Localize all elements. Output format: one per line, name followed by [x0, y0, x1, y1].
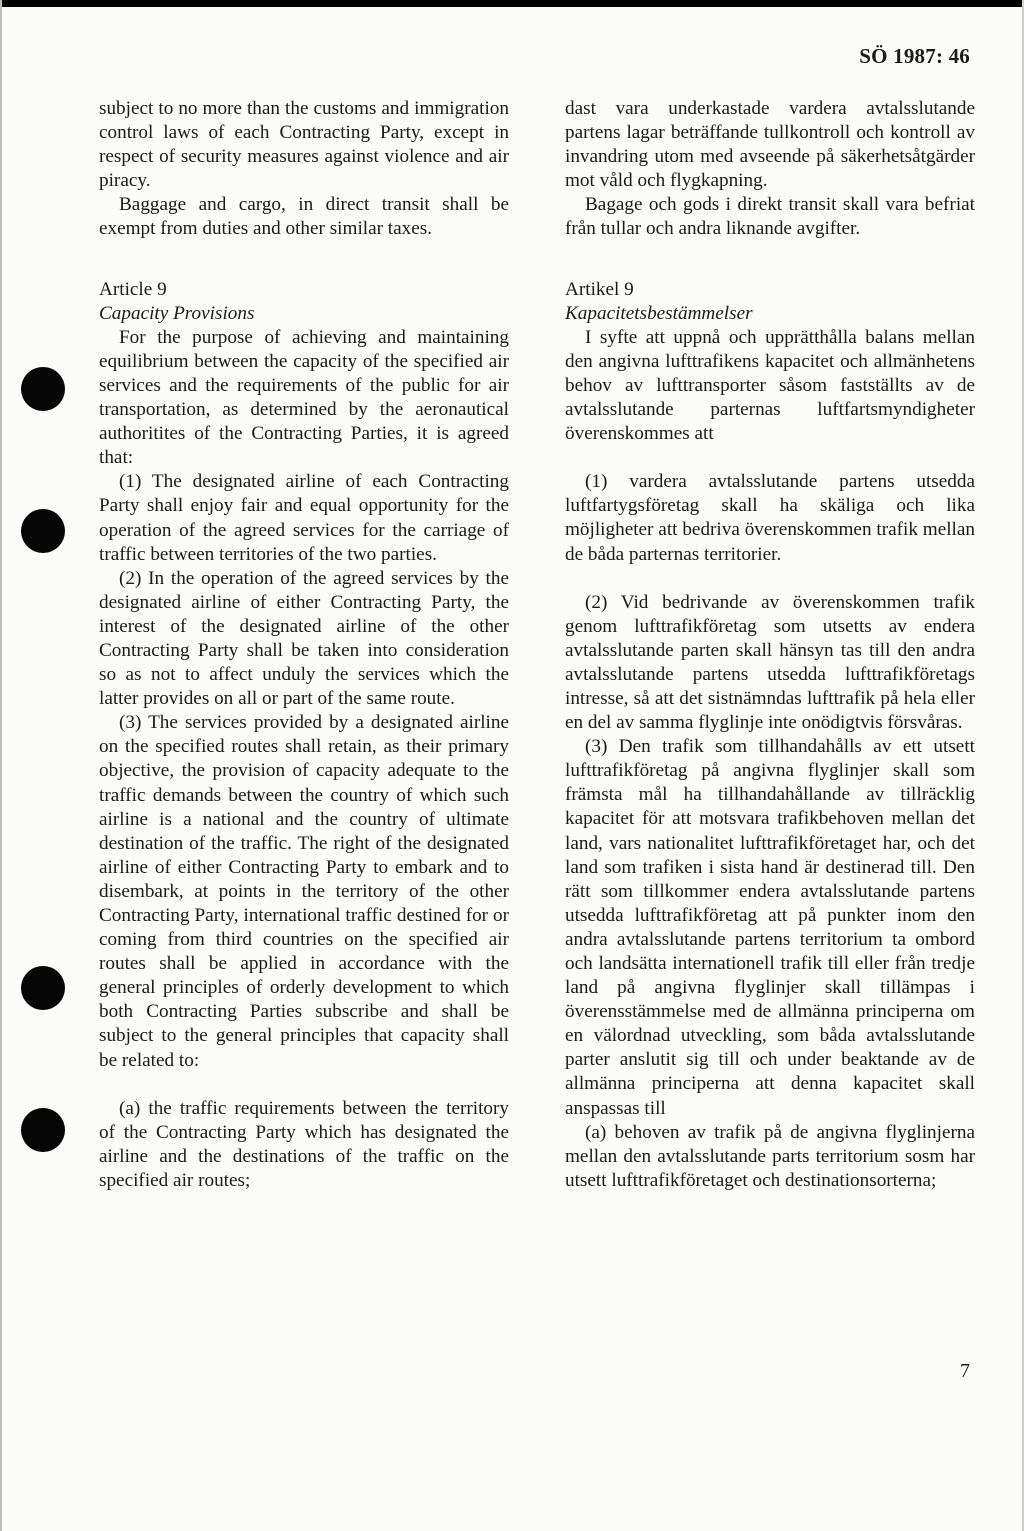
english-paragraph-intro: subject to no more than the customs and immigration control laws of each Contracting Party, except in respect of security measures against violence and air piracy. — [99, 98, 509, 192]
swedish-paragraph-1: (1) vardera avtalsslutande partens utsedda luftfartygsföretag skall ha skäliga och lika möjligheter att bedriva överenskommen trafik mellan de båda parternas territorier. — [565, 471, 975, 565]
swedish-article-heading: Artikel 9 — [565, 278, 634, 300]
punch-hole — [21, 367, 65, 411]
page-number: 7 — [960, 1360, 970, 1382]
english-article-heading: Article 9 — [99, 278, 167, 300]
swedish-paragraph-intro: dast vara underkastade vardera avtalsslutande partens lagar beträffande tullkontroll och kontroll av invandring utom med avseende på säkerhetsåtgärder mot våld och flygkapning. — [565, 98, 975, 192]
english-column — [99, 97, 509, 1193]
english-paragraph-purpose: For the purpose of achieving and maintaining equilibrium between the capacity of the specified air services and the requirements of the public for air transportation, as determined by the aeronautical authoritites of the Contracting Parties, it is agreed that: — [99, 326, 509, 469]
english-paragraph-3: (3) The services provided by a designated airline on the specified routes shall retain, as their primary objective, the provision of capacity adequate to the traffic demands between the country of which such airline is a national and the country of ultimate destination of the traffic. The right of the designated airline of either Contracting Party to embark and to disembark, at points in the territory of the other Contracting Party, international traffic destined for or coming from third countries on the specified air routes shall be applied in accordance with the general principles of orderly development to which both Contracting Parties subscribe and shall be subject to the general principles that capacity shall be related to: — [99, 712, 509, 1071]
scan-top-edge — [2, 0, 1022, 7]
page-reference: SÖ 1987: 46 — [859, 44, 970, 68]
punch-hole — [21, 509, 65, 553]
punch-hole — [21, 966, 65, 1010]
english-paragraph-1: (1) The designated airline of each Contracting Party shall enjoy fair and equal opportunity for the operation of the agreed services for the carriage of traffic between territories of the two parties. — [99, 471, 509, 565]
swedish-article-title: Kapacitetsbestämmelser — [565, 302, 753, 324]
swedish-paragraph-a: (a) behoven av trafik på de angivna flyglinjerna mellan den avtalsslutande parts territorium sosm har utsett lufttrafikföretaget och destinationsorterna; — [565, 1121, 975, 1191]
swedish-paragraph-3: (3) Den trafik som tillhandahålls av ett utsett lufttrafikföretag på angivna flyglinjer skall som främsta mål ha tillhandahållande av tillräcklig kapacitet för att motsvara trafikbehoven mellan det land, vars nationalitet lufttrafikföretaget har, och det land som trafiken i sista hand är destinerad till. Den rätt som tillkommer endera avtalsslutande partens utsedda lufttrafikföretag att på punkter inom den andra avtalsslutande partens territorium ta ombord och landsätta internationell trafik till eller från tredje land på angivna flyglinjer skall tillämpas i överensstämmelse med de allmänna principerna om en välordnad utveckling, som båda avtalsslutande parter anslutit sig till och under beaktande av de allmänna principerna att denna kapacitet skall anspassas till — [565, 736, 975, 1119]
punch-hole — [21, 1108, 65, 1152]
swedish-paragraph-baggage: Bagage och gods i direkt transit skall vara befriat från tullar och andra liknande avgifter. — [565, 194, 975, 240]
english-article-title: Capacity Provisions — [99, 302, 255, 324]
english-paragraph-baggage: Baggage and cargo, in direct transit shall be exempt from duties and other similar taxes. — [99, 194, 509, 240]
swedish-paragraph-2: (2) Vid bedrivande av överenskommen trafik genom lufttrafikföretag som utsetts av endera avtalsslutande parten skall hänsyn tas till den andra avtalsslutande partens utsedda lufttrafikföretags intresse, så att det sistnämndas lufttrafik på hela eller en del av samma flyglinje inte onödigtvis försvåras. — [565, 591, 975, 734]
swedish-column — [565, 97, 975, 1193]
english-paragraph-2: (2) In the operation of the agreed services by the designated airline of either Contracting Party, the interest of the designated airline of the other Contracting Party shall be taken into consideration so as not to affect unduly the services which the latter provides on all or part of the same route. — [99, 567, 509, 710]
swedish-paragraph-purpose: I syfte att uppnå och upprätthålla balans mellan den angivna lufttrafikens kapacitet och allmänhetens behov av lufttransporter såsom fastställts av de avtalsslutande parternas luftfartsmyndigheter överenskommes att — [565, 326, 975, 445]
english-paragraph-a: (a) the traffic requirements between the territory of the Contracting Party which has designated the airline and the destinations of the traffic on the specified air routes; — [99, 1097, 509, 1191]
